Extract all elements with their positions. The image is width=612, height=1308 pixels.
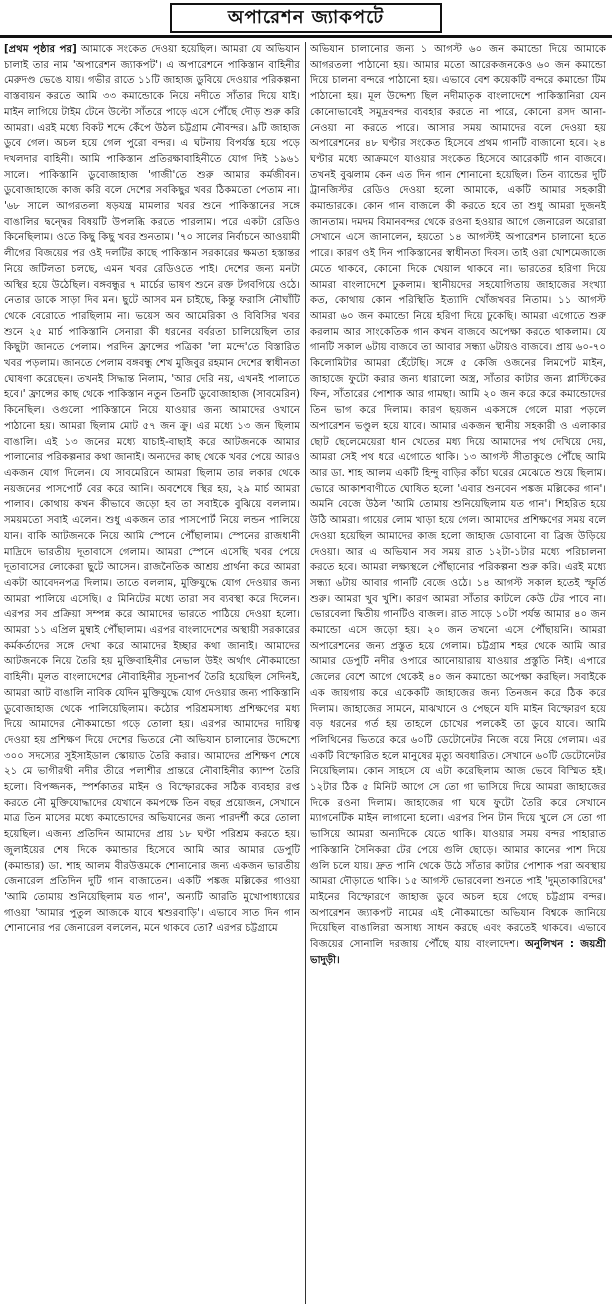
right-column-body: অভিযান চালানোর জন্য ১ আগস্ট ৬০ জন কমান্ডো দিয়ে আমাকে আগরতলা পাঠানো হয়। আমার মতো আরেকজনকেও ৬০ জন কমান্ডো দিয়ে চালনা বন্দরে পাঠানো হয়। এভাবে বেশ কয়েকটি বন্দরে কমান্ডো টিম পাঠানো হয়। মূল উদ্দেশ্য ছিল নদীমাতৃক বাংলাদেশে পাকিস্তানিরা যেন কোনোভাবেই সমুদ্রবন্দর ব্যবহার করতে না পারে, কোনো রসদ আনা-নেওয়া না করতে পারে। আসার সময় আমাদের বলে দেওয়া হয় অপারেশনের ৪৮ ঘণ্টার সংকেত হিসেবে প্রথম গানটি বাজানো হবে। ২৪ ঘণ্টার মধ্যে আক্রমণে যাওয়ার সংকেত হিসেবে আরেকটি গান বাজবে। তখনই বুঝলাম কেন এত দিন গান শোনানো হয়েছিল। তিন ব্যান্ডের দুটি ট্রানজিস্টর রেডিও দেওয়া হলো আমাকে, একটি আমার সহকারী কমান্ডারকে। কোন গান বাজলে কী করতে হবে তা শুধু আমরা দুজনই জানতাম। দমদম বিমানবন্দর থেকে রওনা হওয়ার আগে জেনারেল অরোরা সেখানে এসে জানালেন, হয়তো ১৪ আগস্টই অপারেশন চালানো হতে পারে। কারণ ওই দিন পাকিস্তানের স্বাধীনতা দিবস। তাই ওরা খোশমেজাজে মেতে থাকবে, কোনো দিকে খেয়াল থাকবে না। ভারতের হরিণা দিয়ে আমরা বাংলাদেশে ঢুকলাম। স্থানীয়দের সহযোগিতায় জাহাজের সংখ্যা কত, কোথায় কোন পরিস্থিতি ইত্যাদি খোঁজখবর নিতাম। ১১ আগস্ট আমরা ৬০ জন কমান্ডো নিয়ে হরিণা দিয়ে ঢুকেছি। আমরা এগোতে শুরু করলাম আর সাংকেতিক গান কখন বাজবে অপেক্ষা করতে থাকলাম। যে গানটি সকাল ৬টায় বাজবে তা আবার সন্ধ্যা ৬টায়ও বাজবে। প্রায় ৬০-৭০ কিলোমিটার আমরা হেঁটেছি। সঙ্গে ৫ কেজি ওজনের লিমপেট মাইন, জাহাজে ফুটো করার জন্য ধারালো অস্ত্র, সাঁতার কাটার জন্য প্লাস্টিকের ফিন, সাঁতারের পোশাক আর গামছা। আমি ২০ জন করে করে কমান্ডোদের তিন ভাগ করে দিলাম। কারণ ছয়জন একসঙ্গে গেলে মারা পড়লে অপারেশন ভণ্ডুল হয়ে যাবে। আমার একজন স্থানীয় সহকারী ও এলাকার ছোট ছেলেমেয়েরা ধান খেতের মধ্য দিয়ে আমাদের পথ দেখিয়ে দেয়, আমরা সেই পথ ধরে এগোতে থাকি। ১৩ আগস্ট সীতাকুণ্ডে পৌঁছে আমি আর ডা. শাহ আলম একটি হিন্দু বাড়ির কাঁচা ঘরের মেঝেতে শুয়ে ছিলাম। ভোরে আকাশবাণীতে ঘোষিত হলো 'এবার শুনবেন পঙ্কজ মল্লিকের গান'। অমনি বেজে উঠল 'আমি তোমায় শুনিয়েছিলাম যত গান'। শিহরিত হয়ে উঠি আমরা। গায়ের লোম খাড়া হয়ে গেল। আমাদের প্রশিক্ষণের সময় বলে দেওয়া হয়েছিল আমাদের কাজ হলো জাহাজ ডোবানো বা ব্রিজ উড়িয়ে দেওয়া। আর এ অভিযান সব সময় রাত ১২টা-১টার মধ্যে পরিচালনা করতে হবে। আমরা লক্ষ্যস্থলে পৌঁছানোর পরিকল্পনা শুরু করি। এরই মধ্যে সন্ধ্যা ৬টায় আবার গানটি বেজে ওঠে। ১৪ আগস্ট সকাল হতেই স্ফূর্তি শুরু। আমরা খুব খুশি। কারণ আমরা সাঁতার কাটলে কেউ টের পাবে না। ভোরবেলা দ্বিতীয় গানটিও বাজল। রাত সাড়ে ১০টা পর্যন্ত আমার ৪০ জন কমান্ডো এসে জড়ো হয়। ২০ জন তখনো এসে পৌঁছায়নি। আমরা অপারেশনের জন্য প্রস্তুত হয়ে গেলাম। চট্টগ্রাম শহর থেকে আমি আর আমার ডেপুটি নদীর ওপারে আনোয়ারায় যাওয়ার প্রস্তুতি নিই। এপারে জেলের বেশে আগে থেকেই ৪০ জন কমান্ডো অপেক্ষা করছিল। সবাইকে এক জায়গায় করে একেকটি জাহাজের জন্য তিনজন করে ঠিক করে দিলাম। জাহাজের সামনে, মাঝখানে ও পেছনে যদি মাইন বিস্ফোরণ হয়ে বড় ধরনের গর্ত হয় তাহলে চোখের পলকেই তা ডুবে যাবে। আমি পলিথিনের ভিতরে করে ৬০টি ডেটোনেটর নিজে বয়ে নিয়ে গেলাম। এর একটি বিস্ফোরিত হলে মানুষের মৃত্যু অবধারিত। সেখানে ৬০টি ডেটোনেটর নিয়েছিলাম। কোন সাহসে যে এটা করেছিলাম আজ ভেবে বিস্মিত হই। ১২টার ঠিক ৫ মিনিট আগে সে তো গা ভাসিয়ে দিয়ে আমরা জাহাজের দিকে রওনা দিলাম। জাহাজের গা ঘষে ফুটো তৈরি করে সেখানে ম্যাগনেটিক মাইন লাগানো হলো। এরপর পিন টান দিয়ে খুলে সে তো গা ভাসিয়ে আমরা অন্যদিকে যেতে থাকি। যাওয়ার সময় বন্দর পাহারাত পাকিস্তানি সৈনিকরা টের পেয়ে গুলি ছোড়ে। আমার কানের পাশ দিয়ে গুলি চলে যায়। দ্রুত পানি থেকে উঠে সাঁতার কাটার পোশাক পরা অবস্থায় আমরা দৌড়াতে থাকি। ১৫ আগস্ট ভোরবেলা শুনতে পাই 'দুম্‌তাকারিদের' মাইনের বিস্ফোরণে জাহাজ ডুবে অচল হয়ে গেছে চট্টগ্রাম বন্দর। অপারেশন জ্যাকপট নামের এই নৌকমান্ডো অভিযান বিশ্বকে জানিয়ে দিয়েছিল বাঙালিরা অসাধ্য সাধন করছে এবং করতেই থাকবে। এভাবে বিজয়ের সোনালি দরজায় পৌঁছে যায় বাংলাদেশ। [310,44,606,951]
byline-label: অনুলিখন : [525,939,574,951]
column-left-text [4,42,300,937]
page-header [0,0,612,38]
article-column-right [310,42,606,1304]
left-column-body: আমাকে সংকেত দেওয়া হয়েছিল। আমরা যে অভিযান চালাই তার নাম 'অপারেশন জ্যাকপট'। এ অপারেশনে পাকিস্তান বাহিনীর মেরুদণ্ড ভেঙে যায়। গভীর রাতে ১১টি জাহাজ ডুবিয়ে দেওয়ার পরিকল্পনা বাস্তবায়ন করতে আমি ৩৩ কমান্ডোকে নিয়ে নদীতে সাঁতার দিয়ে যাই। মাইন লাগিয়ে টাইম টেনে উল্টো সাঁতরে পাড়ে এসে পৌঁছে দৌড় শুরু করি আমরা। এরই মধ্যে বিকট শব্দে কেঁপে উঠল চট্টগ্রাম নৌবন্দর। ৯টি জাহাজ ডুবে গেল। অচল হয়ে গেল পুরো বন্দর। এ ঘটনায় বিপর্যস্ত হয়ে পড়ে দখলদার বাহিনী। আমি পাকিস্তান প্রতিরক্ষাবাহিনীতে যোগ দিই ১৯৬১ সালে। পাকিস্তানি ডুবোজাহাজ 'গাজী'তে শুরু আমার কর্মজীবন। ডুবোজাহাজে কাজ করি বলে দেশের সবকিছুর খবর ঠিকমতো পেতাম না। '৬৮ সালে আগরতলা ষড়যন্ত্র মামলার খবর শুনে পাকিস্তানের সঙ্গে বাঙালির দ্বন্দ্বের বিষয়টি উপলব্ধি করতে পারলাম। পরে একটা রেডিও কিনেছিলাম। ওতে কিছু কিছু খবর শুনতাম। '৭০ সালের নির্বাচনে আওয়ামী লীগের বিজয়ের পর ওই দলটির কাছে পাকিস্তান সরকারের ক্ষমতা হস্তান্তর নিয়ে জটিলতা চলছে, এমন খবর রেডিওতে পাই। দেশের জন্য মনটা অস্থির হয়ে উঠেছিল। বঙ্গবন্ধুর ৭ মার্চের ভাষণ শুনে রক্ত টগবগিয়ে ওঠে। নেতার ডাকে সাড়া দিব মন। ছুটে আসব মন চাইছে, কিন্তু ফরাসি নৌঘাঁটি থেকে বেরোতে পারছিলাম না। ভয়েস অব আমেরিকা ও বিবিসির খবর শুনে ২৫ মার্চ পাকিস্তানি সেনারা কী ধরনের বর্বরতা চালিয়েছিল তার কিছুটা জানতে পেলাম। পরদিন ফ্রান্সের পত্রিকা 'লা মন্দে'তে বিস্তারিত খবর পড়লাম। জানতে পেলাম বঙ্গবন্ধু শেখ মুজিবুর রহমান দেশের স্বাধীনতা ঘোষণা করেছেন। তখনই সিদ্ধান্ত নিলাম, 'আর দেরি নয়, এখনই পালাতে হবে।' ফ্রান্সের কাছ থেকে পাকিস্তান নতুন তিনটি ডুবোজাহাজ (সাবমেরিন) কিনেছিল। ওগুলো পাকিস্তানে নিয়ে যাওয়ার জন্য আমাদের ওখানে পাঠানো হয়। আমরা ছিলাম মোট ৫৭ জন ক্রু। এর মধ্যে ১৩ জন ছিলাম বাঙালি। এই ১৩ জনের মধ্যে যাচাই-বাছাই করে আটজনকে আমার পালানোর পরিকল্পনার কথা জানাই। অন্যদের কাছ থেকে খবর পেয়ে আরও একজন যোগ দিলেন। যে সাবমেরিনে আমরা ছিলাম তার লকার থেকে নয়জনের পাসপোর্ট বের করে আনি। অবশেষে স্থির হয়, ২৯ মার্চ আমরা পালাব। কোথায় কখন কীভাবে জড়ো হব তা সবাইকে বুঝিয়ে বললাম। সময়মতো সবাই এলেন। শুধু একজন তার পাসপোর্ট নিয়ে লন্ডন পালিয়ে যান। বাকি আটজনকে নিয়ে আমি স্পেনে পৌঁছালাম। স্পেনের রাজধানী মাদ্রিদে ভারতীয় দূতাবাসে গেলাম। আমরা স্পেনে এসেছি খবর পেয়ে দূতাবাসের লোকেরা ছুটে আসেন। রাজনৈতিক আশ্রয় প্রার্থনা করে আমরা একটা আবেদনপত্র দিলাম। তাতে বললাম, মুক্তিযুদ্ধে যোগ দেওয়ার জন্য আমরা পালিয়ে এসেছি। ৫ মিনিটের মধ্যে তারা সব ব্যবস্থা করে দিলেন। এরপর সব প্রক্রিয়া সম্পন্ন করে আমাদের ভারতে পাঠিয়ে দেওয়া হলো। আমরা ১১ এপ্রিল মুম্বাই পৌঁছালাম। এরপর বাংলাদেশের অস্থায়ী সরকারের কর্মকর্তাদের সঙ্গে দেখা করে আমাদের ইচ্ছার কথা জানাই। আমাদের আটজনকে নিয়ে তৈরি হয় মুক্তিবাহিনীর নেভাল উইং অর্থাৎ নৌকমান্ডো বাহিনী। মূলত বাংলাদেশের নৌবাহিনীর সূচনাপর্ব তৈরি হয়েছিল সেদিনই, আমরা আট বাঙালি নাবিক যেদিন মুক্তিযুদ্ধে যোগ দেওয়ার জন্য পাকিস্তানি ডুবোজাহাজ থেকে পালিয়েছিলাম। কঠোর পরিশ্রমসাধ্য প্রশিক্ষণের মধ্য দিয়ে আমাদের নৌকমান্ডো গড়ে তোলা হয়। এরপর আমাদের দায়িত্ব দেওয়া হয় প্রশিক্ষণ দিয়ে দেশের ভিতরে নৌ অভিযান চালানোর উদ্দেশ্যে ৩০০ সদস্যের সুইসাইডাল স্কোয়াড তৈরি করার। আমাদের প্রশিক্ষণ শেষে ২১ মে ভাগীরথী নদীর তীরে পলাশীর প্রান্তরে নৌবাহিনীর ক্যাম্প তৈরি হলো। বিপজ্জনক, স্পর্শকাতর মাইন ও বিস্ফোরকের সঠিক ব্যবহার রপ্ত করতে নৌ মুক্তিযোদ্ধাদের যেখানে কমপক্ষে তিন বছর প্রয়োজন, সেখানে মাত্র তিন মাসের মধ্যে কমান্ডোদের অভিযানের জন্য পারদর্শী করে তোলা হয়েছিল। এজন্য প্রতিদিন আমাদের প্রায় ১৮ ঘণ্টা পরিশ্রম করতে হয়। জুলাইয়ের শেষ দিকে কমান্ডার হিসেবে আমি আর আমার ডেপুটি (কমান্ডার) ডা. শাহ আলম বীরউত্তমকে শোনানোর জন্য একজন ভারতীয় জেনারেল প্রতিদিন দুটি গান বাজাতেন। একটি পঙ্কজ মল্লিকের গাওয়া 'আমি তোমায় শুনিয়েছিলাম যত গান', অন্যটি আরতি মুখোপাধ্যায়ের গাওয়া 'আমার পুতুল আজকে যাবে শ্বশুরবাড়ি'। এভাবে সাত দিন গান শোনানোর পর জেনারেল বললেন, মনে থাকবে তো? এরপর চট্টগ্রামে [4,44,300,935]
article-column-left [4,42,300,1304]
article-body [4,42,608,1304]
column-divider [305,42,306,1304]
column-right-text [310,42,606,968]
article-title: অপারেশন জ্যাকপটে [170,3,442,33]
byline-name: জয়শ্রী ভাদুড়ী। [310,939,606,966]
continued-marker: [প্রথম পৃষ্ঠার পর] [4,44,77,55]
